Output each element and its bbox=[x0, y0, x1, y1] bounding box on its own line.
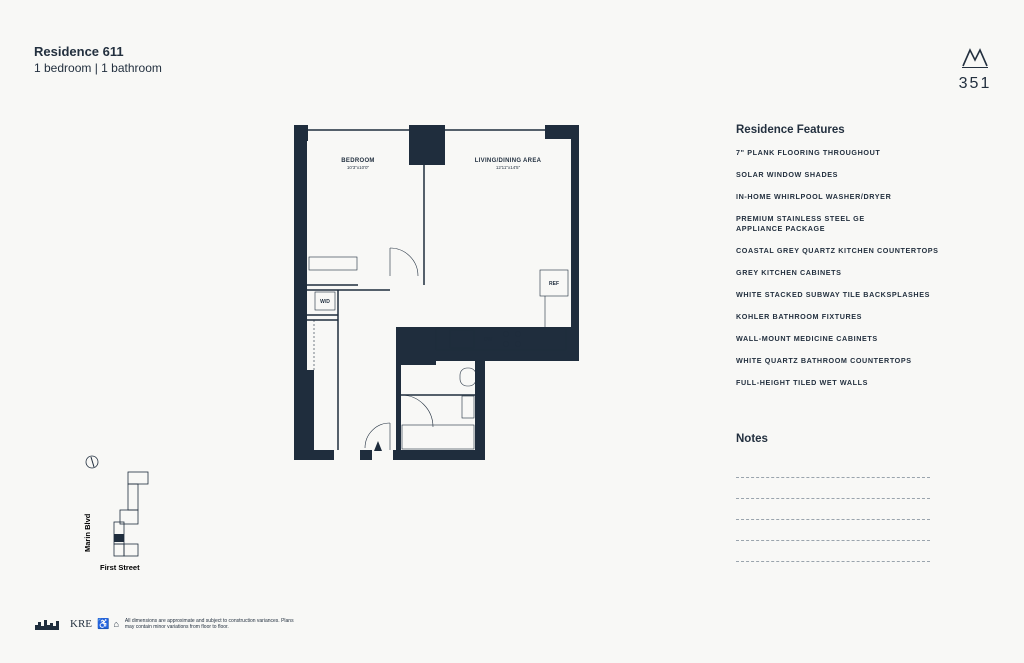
wall-block bbox=[396, 327, 436, 365]
feature-item: PREMIUM STAINLESS STEEL GE APPLIANCE PACKAGE bbox=[736, 214, 865, 233]
features-list bbox=[736, 148, 1006, 388]
residence-title: Residence 611 bbox=[34, 44, 124, 59]
feature-item: IN-HOME WHIRLPOOL WASHER/DRYER bbox=[736, 192, 892, 201]
site-key-plan bbox=[80, 450, 160, 580]
wall-east bbox=[571, 125, 579, 361]
mountain-m-logo-icon bbox=[960, 44, 990, 68]
residence-subtitle: 1 bedroom | 1 bathroom bbox=[34, 61, 162, 75]
note-line[interactable] bbox=[736, 541, 930, 562]
feature-item: COASTAL GREY QUARTZ KITCHEN COUNTERTOPS bbox=[736, 246, 939, 255]
residence-features bbox=[736, 124, 1006, 400]
column-center bbox=[409, 125, 445, 165]
feature-item: WHITE QUARTZ BATHROOM COUNTERTOPS bbox=[736, 356, 912, 365]
note-line[interactable] bbox=[736, 520, 930, 541]
accessibility-icon: ♿ bbox=[97, 618, 110, 630]
street-marin: Marin Blvd bbox=[83, 513, 92, 552]
site-plan-drawing bbox=[80, 450, 160, 575]
refrigerator-label: REF bbox=[549, 281, 559, 287]
living-dims: 12'11"x14'5" bbox=[495, 165, 521, 170]
unit-location-marker bbox=[114, 534, 124, 542]
wall-bath-east bbox=[475, 361, 485, 460]
equal-housing-icon: ⌂ bbox=[113, 619, 119, 629]
notes-title: Notes bbox=[736, 433, 768, 445]
legal-disclaimer: All dimensions are approximate and subject to construction variances. Plans may contain minor variations from floor to floor. bbox=[124, 617, 294, 630]
bedroom-dims: 10'3"x10'0" bbox=[346, 165, 370, 170]
floor-plan bbox=[290, 120, 590, 470]
header bbox=[34, 44, 162, 75]
feature-item: 7" PLANK FLOORING THROUGHOUT bbox=[736, 148, 881, 157]
skyline-logo-icon bbox=[34, 617, 64, 631]
feature-item: KOHLER BATHROOM FIXTURES bbox=[736, 312, 863, 321]
dishwasher-label: DW bbox=[483, 337, 493, 343]
note-line[interactable] bbox=[736, 499, 930, 520]
north-arrow-icon bbox=[86, 456, 98, 468]
living-label: LIVING/DINING AREA bbox=[474, 158, 542, 164]
note-line[interactable] bbox=[736, 457, 930, 478]
floor-plan-drawing bbox=[290, 120, 590, 465]
note-line[interactable] bbox=[736, 478, 930, 499]
street-first: First Street bbox=[100, 563, 140, 572]
feature-item: WHITE STACKED SUBWAY TILE BACKSPLASHES bbox=[736, 290, 930, 299]
feature-item: WALL-MOUNT MEDICINE CABINETS bbox=[736, 334, 878, 343]
wall-south-west bbox=[294, 450, 334, 460]
entry-arrow-icon bbox=[374, 441, 382, 451]
feature-item: FULL-HEIGHT TILED WET WALLS bbox=[736, 378, 868, 387]
wall-nw-corner bbox=[294, 125, 308, 141]
logo bbox=[956, 44, 994, 93]
footer bbox=[34, 617, 295, 631]
wall-south-east bbox=[393, 450, 485, 460]
features-title: Residence Features bbox=[736, 124, 845, 136]
notes-section bbox=[736, 433, 930, 562]
bedroom-label: BEDROOM bbox=[341, 158, 375, 164]
feature-item: GREY KITCHEN CABINETS bbox=[736, 268, 842, 277]
washer-dryer-label: W/D bbox=[320, 299, 330, 305]
logo-number: 351 bbox=[958, 75, 992, 92]
kre-logo: KRE bbox=[70, 618, 92, 630]
wall-bath-west bbox=[396, 361, 401, 460]
wall-south-mid bbox=[360, 450, 372, 460]
wall-closet bbox=[300, 370, 314, 450]
feature-item: SOLAR WINDOW SHADES bbox=[736, 170, 839, 179]
